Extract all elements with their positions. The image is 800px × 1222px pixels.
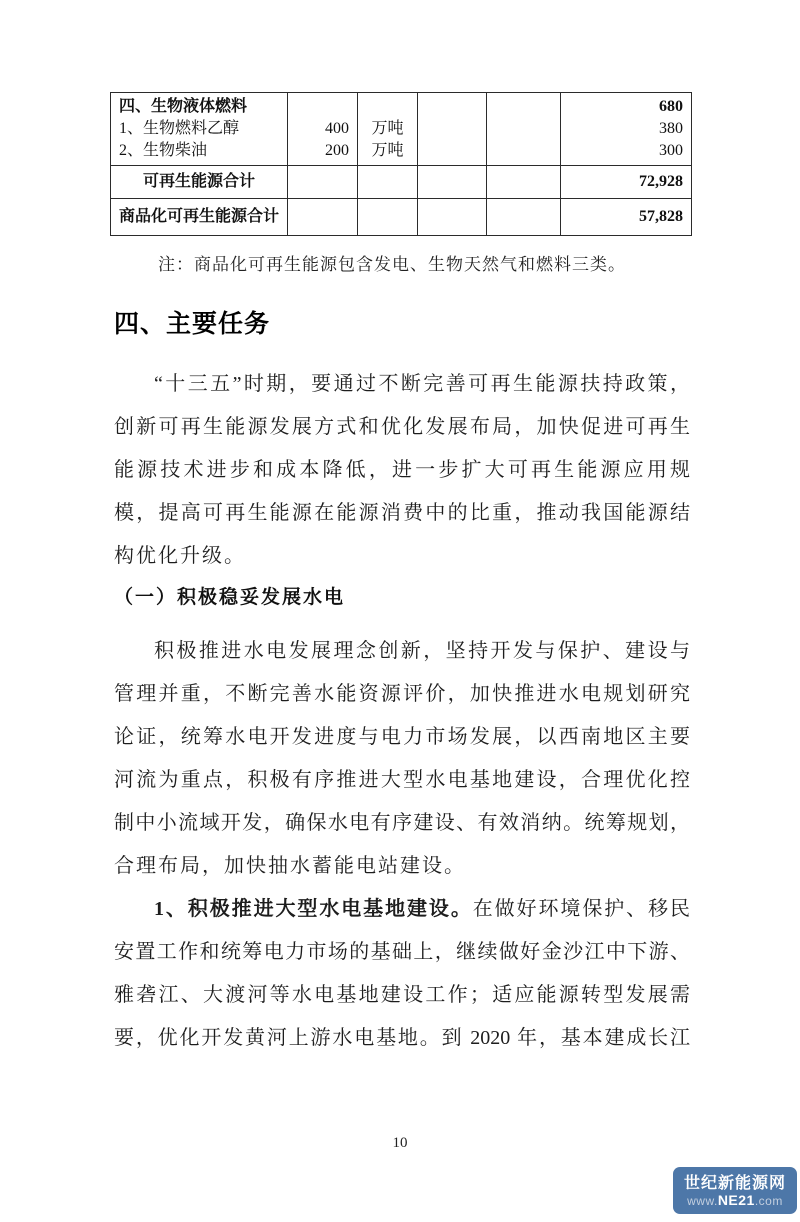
table-row	[111, 93, 692, 119]
logo-url-name: NE21	[717, 1191, 755, 1208]
text-run: 模，提高可再生能源在能源消费中的比重，推动我国能源结	[114, 502, 690, 524]
document-page	[0, 92, 800, 1222]
table-cell: 680	[561, 93, 692, 119]
table-cell	[418, 140, 487, 166]
logo-url-prefix: www.	[687, 1193, 718, 1208]
table-cell	[288, 93, 358, 119]
paragraph-line	[114, 888, 690, 931]
text-run: 管理并重，不断完善水能资源评价，加快推进水电规划研究	[114, 683, 690, 705]
section-heading-main-tasks: 四、主要任务	[114, 310, 271, 338]
table-cell: 57,828	[561, 199, 692, 236]
table-cell	[418, 93, 487, 119]
logo-title: 世纪新能源网	[683, 1174, 786, 1192]
table-cell	[358, 199, 418, 236]
table-cell	[358, 166, 418, 199]
table-cell	[418, 199, 487, 236]
table-note: 注：商品化可再生能源包含发电、生物天然气和燃料三类。	[158, 255, 626, 274]
table-row	[111, 140, 692, 166]
bold-run: 1、积极推进大型水电基地建设。	[154, 898, 473, 920]
table-cell: 200	[288, 140, 358, 166]
table-cell: 四、生物液体燃料	[111, 93, 288, 119]
logo-url	[687, 1193, 783, 1208]
paragraph-line	[114, 931, 690, 974]
paragraph-line	[114, 492, 690, 535]
table-row	[111, 199, 692, 236]
paragraph-line	[114, 845, 690, 888]
paragraph-hydropower	[114, 630, 690, 888]
table-cell: 380	[561, 118, 692, 140]
page-number: 10	[392, 1135, 408, 1151]
paragraph-line	[114, 802, 690, 845]
text-run: 积极推进水电发展理念创新，坚持开发与保护、建设与	[154, 640, 690, 662]
table-cell: 2、生物柴油	[111, 140, 288, 166]
text-run: 论证，统筹水电开发进度与电力市场发展，以西南地区主要	[114, 726, 690, 748]
paragraph-line	[114, 673, 690, 716]
table-cell: 商品化可再生能源合计	[111, 199, 288, 236]
text-run: 合理布局，加快抽水蓄能电站建设。	[114, 855, 466, 877]
table-row	[111, 118, 692, 140]
text-run: 创新可再生能源发展方式和优化发展布局，加快促进可再生	[114, 416, 690, 438]
table-cell	[487, 199, 561, 236]
paragraph-line	[114, 716, 690, 759]
table-cell: 1、生物燃料乙醇	[111, 118, 288, 140]
paragraph-line	[114, 406, 690, 449]
table-cell: 万吨	[358, 140, 418, 166]
text-run: 在做好环境保护、移民	[472, 898, 690, 920]
paragraph-line	[114, 759, 690, 802]
text-run: 要，优化开发黄河上游水电基地。到 2020 年，基本建成长江	[114, 1027, 690, 1049]
table-cell	[418, 166, 487, 199]
table-cell	[288, 199, 358, 236]
table-cell	[418, 118, 487, 140]
text-run: “十三五”时期，要通过不断完善可再生能源扶持政策，	[154, 373, 690, 395]
paragraph-line	[114, 630, 690, 673]
table-cell	[487, 93, 561, 119]
text-run: 制中小流域开发，确保水电有序建设、有效消纳。统筹规划，	[114, 812, 690, 834]
table-cell	[487, 166, 561, 199]
paragraph-line	[114, 449, 690, 492]
paragraph-line	[114, 535, 690, 578]
text-run: 雅砻江、大渡河等水电基地建设工作；适应能源转型发展需	[114, 984, 690, 1006]
renewable-energy-table	[110, 92, 692, 236]
table-cell: 可再生能源合计	[111, 166, 288, 199]
paragraph-line	[114, 1017, 690, 1060]
table-row	[111, 166, 692, 199]
table-cell	[358, 93, 418, 119]
text-run: 河流为重点，积极有序推进大型水电基地建设，合理优化控	[114, 769, 690, 791]
subsection-heading-hydropower: （一）积极稳妥发展水电	[114, 587, 346, 608]
paragraph-line	[114, 363, 690, 406]
table-cell: 400	[288, 118, 358, 140]
table-cell: 万吨	[358, 118, 418, 140]
table-cell: 300	[561, 140, 692, 166]
table-cell	[487, 118, 561, 140]
text-run: 能源技术进步和成本降低，进一步扩大可再生能源应用规	[114, 459, 690, 481]
table-cell	[487, 140, 561, 166]
table-cell	[288, 166, 358, 199]
paragraph-line	[114, 974, 690, 1017]
logo-url-suffix: .com	[754, 1193, 783, 1208]
paragraph-hydro-base	[114, 888, 690, 1060]
paragraph-overview	[114, 363, 690, 578]
text-run: 构优化升级。	[114, 545, 246, 567]
text-run: 安置工作和统筹电力市场的基础上，继续做好金沙江中下游、	[114, 941, 690, 963]
table-cell: 72,928	[561, 166, 692, 199]
ne21-watermark-logo	[673, 1167, 797, 1214]
